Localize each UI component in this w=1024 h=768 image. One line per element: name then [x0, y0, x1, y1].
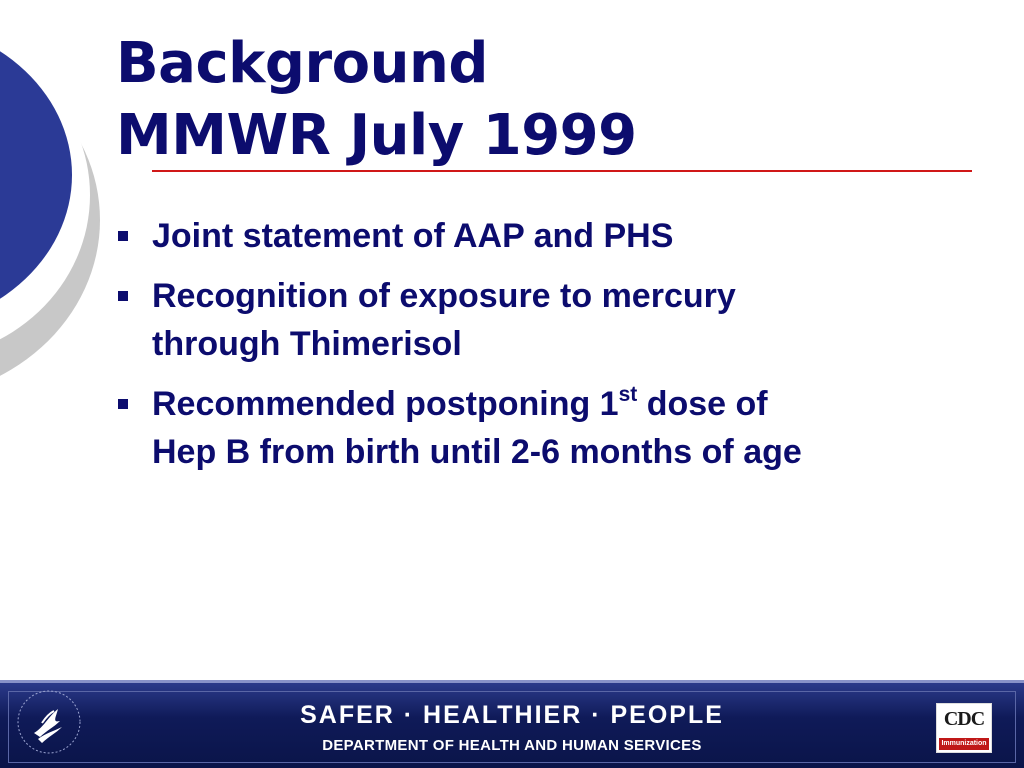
bullet-3-line-2: Hep B from birth until 2-6 months of age	[152, 433, 802, 471]
square-bullet-icon	[118, 231, 128, 241]
bullet-item-2	[116, 272, 996, 368]
bullet-list	[116, 212, 996, 488]
cdc-logo-subtitle: Immunization	[939, 738, 989, 750]
square-bullet-icon	[118, 291, 128, 301]
bullet-3-text-after: dose of	[637, 385, 768, 423]
bullet-2-line-1: Recognition of exposure to mercury	[152, 277, 736, 315]
title-line-2: MMWR July 1999	[116, 103, 637, 168]
bullet-3-text-before: Recommended postponing 1	[152, 385, 619, 423]
footer-department: DEPARTMENT OF HEALTH AND HUMAN SERVICES	[322, 737, 702, 754]
bullet-3-superscript: st	[618, 383, 638, 406]
bullet-1-text: Joint statement of AAP and PHS	[152, 217, 674, 255]
cdc-logo-text: CDC	[943, 708, 985, 730]
title-underline-rule	[152, 170, 972, 172]
slide-title	[116, 28, 637, 172]
footer-band	[0, 680, 1024, 768]
footer-tagline: SAFER · HEALTHIER · PEOPLE	[300, 701, 724, 729]
bullet-item-3	[116, 380, 996, 476]
bullet-2-line-2: through Thimerisol	[152, 325, 462, 363]
title-line-1: Background	[116, 31, 488, 96]
square-bullet-icon	[118, 399, 128, 409]
bullet-item-1	[116, 212, 996, 260]
cdc-logo	[936, 703, 992, 753]
